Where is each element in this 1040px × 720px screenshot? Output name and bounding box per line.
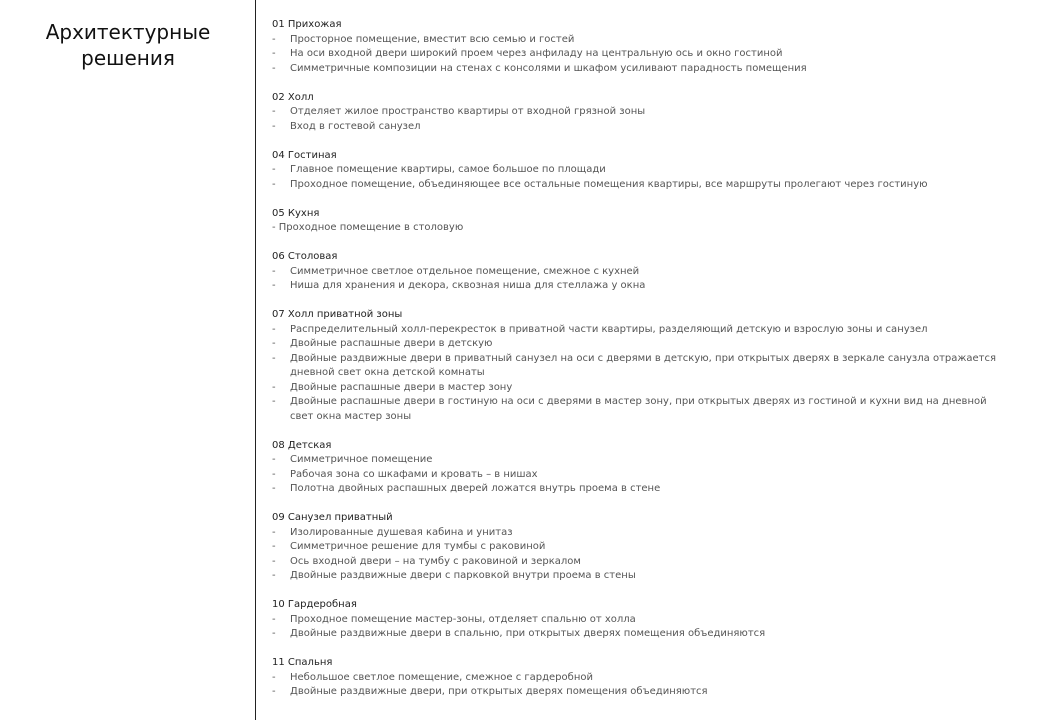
section-heading: 01 Прихожая (272, 19, 342, 30)
list-item: - Проходное помещение мастер-зоны, отделяет спальню от холла (272, 613, 1012, 628)
section (272, 149, 1012, 193)
list-item: - Главное помещение квартиры, самое большое по площади (272, 163, 1012, 178)
section-heading: 10 Гардеробная (272, 599, 357, 610)
list-item: - Изолированные душевая кабина и унитаз (272, 526, 1012, 541)
section (272, 511, 1012, 584)
section-items (272, 526, 1012, 584)
section-items (272, 453, 1012, 497)
section-heading: 02 Холл (272, 91, 314, 103)
section-items (272, 671, 1012, 700)
section-heading: 07 Холл приватной зоны (272, 309, 403, 320)
section-heading: 04 Гостиная (272, 149, 337, 161)
page-title (40, 19, 216, 71)
list-item: - Рабочая зона со шкафами и кровать – в нишах (272, 468, 1012, 483)
page-title-line-2: решения (81, 46, 175, 70)
list-item: - Симметричное светлое отдельное помещение, смежное с кухней (272, 265, 1012, 280)
list-item: - Ось входной двери – на тумбу с раковиной и зеркалом (272, 555, 1012, 570)
section (272, 91, 1012, 135)
list-item: - Двойные распашные двери в гостиную на оси с дверями в мастер зону, при открытых дверях из гостиной и кухни вид на дневной свет окна мастер зоны (272, 395, 1012, 424)
section (272, 207, 1012, 236)
section-text: - Проходное помещение в столовую (272, 222, 464, 233)
vertical-divider (255, 0, 256, 720)
list-item: - Симметричные композиции на стенах с консолями и шкафом усиливают парадность помещения (272, 62, 1012, 77)
section (272, 250, 1012, 294)
list-item: - На оси входной двери широкий проем через анфиладу на центральную ось и окно гостиной (272, 47, 1012, 62)
list-item: - Полотна двойных распашных дверей ложатся внутрь проема в стене (272, 482, 1012, 497)
list-item: - Двойные распашные двери в детскую (272, 337, 1012, 352)
section-heading: 09 Санузел приватный (272, 512, 393, 523)
section (272, 656, 1012, 700)
sections-list (272, 18, 1012, 714)
section (272, 439, 1012, 497)
list-item: - Небольшое светлое помещение, смежное с гардеробной (272, 671, 1012, 686)
list-item: - Двойные раздвижные двери в спальню, при открытых дверях помещения объединяются (272, 627, 1012, 642)
list-item: - Распределительный холл-перекресток в приватной части квартиры, разделяющий детскую и взрослую зоны и санузел (272, 323, 1012, 338)
section (272, 598, 1012, 642)
page-title-line-1: Архитектурные (45, 20, 211, 44)
section-heading: 11 Спальня (272, 657, 333, 668)
section-heading: 08 Детская (272, 439, 332, 451)
section-items (272, 105, 1012, 134)
list-item: - Отделяет жилое пространство квартиры от входной грязной зоны (272, 105, 1012, 120)
list-item: - Проходное помещение, объединяющее все остальные помещения квартиры, все маршруты пролегают через гостиную (272, 178, 1012, 193)
list-item: - Двойные раздвижные двери в приватный санузел на оси с дверями в детскую, при открытых дверях в зеркале санузла отражается дневной свет окна детской комнаты (272, 352, 1012, 381)
section-items (272, 323, 1012, 425)
list-item: - Двойные раздвижные двери с парковкой внутри проема в стены (272, 569, 1012, 584)
section-heading: 06 Столовая (272, 251, 338, 262)
section (272, 308, 1012, 424)
section-heading: 05 Кухня (272, 207, 320, 219)
section (272, 18, 1012, 76)
section-items (272, 613, 1012, 642)
section-items (272, 163, 1012, 192)
list-item: - Двойные раздвижные двери, при открытых дверях помещения объединяются (272, 685, 1012, 700)
list-item: - Просторное помещение, вместит всю семью и гостей (272, 33, 1012, 48)
list-item: - Ниша для хранения и декора, сквозная ниша для стеллажа у окна (272, 279, 1012, 294)
list-item: - Вход в гостевой санузел (272, 120, 1012, 135)
list-item: - Симметричное решение для тумбы с раковиной (272, 540, 1012, 555)
list-item: - Двойные распашные двери в мастер зону (272, 381, 1012, 396)
section-items (272, 33, 1012, 77)
section-items (272, 265, 1012, 294)
list-item: - Симметричное помещение (272, 453, 1012, 468)
